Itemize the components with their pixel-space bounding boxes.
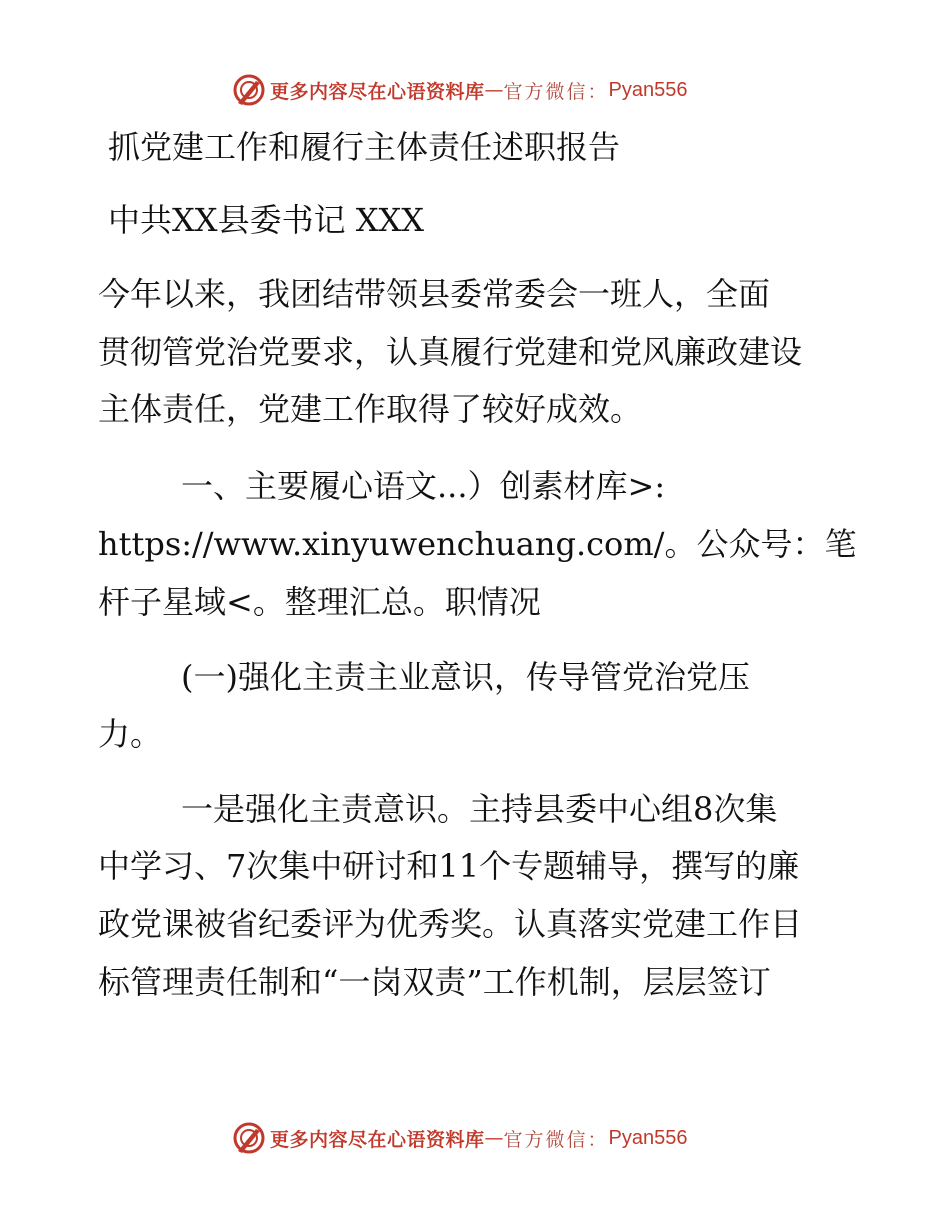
paragraph-line: 一是强化主责意识。主持县委中心组8次集 <box>181 790 778 828</box>
banner-wechat-id: Pyan556 <box>608 78 688 101</box>
paragraph-line: 杆子星域<。整理汇总。职情况 <box>98 583 541 621</box>
paragraph-line: 主体责任，党建工作取得了较好成效。 <box>98 390 643 428</box>
document-author: 中共XX县委书记 XXX <box>108 201 425 239</box>
paragraph-line: https://www.xinyuwenchuang.com/。公众号：笔 <box>98 525 857 563</box>
banner-main-text: 更多内容尽在心语资料库 <box>270 1128 485 1151</box>
banner-dash: — <box>484 79 504 101</box>
footer-watermark-banner <box>232 1121 688 1155</box>
paragraph-line: 政党课被省纪委评为优秀奖。认真落实党建工作目 <box>98 905 803 943</box>
document-title: 抓党建工作和履行主体责任述职报告 <box>108 128 621 166</box>
banner-dash: — <box>484 1127 504 1149</box>
banner-wechat-id: Pyan556 <box>608 1126 688 1149</box>
banner-wechat-label: 官方微信： <box>503 1128 609 1151</box>
subsection-heading-line: (一)强化主责主业意识，传导管党治党压 <box>181 658 750 696</box>
paragraph-line: 中学习、7次集中研讨和11个专题辅导，撰写的廉 <box>98 847 800 885</box>
paragraph-line: 标管理责任制和“一岗双责”工作机制，层层签订 <box>98 963 771 1001</box>
header-watermark-banner <box>232 73 688 107</box>
paragraph-line: 力。 <box>98 715 163 753</box>
pen-logo-icon <box>232 73 266 107</box>
section-heading-line: 一、主要履心语文...）创素材库>: <box>181 467 666 505</box>
paragraph-line: 贯彻管党治党要求，认真履行党建和党风廉政建设 <box>98 333 803 371</box>
banner-wechat-label: 官方微信： <box>503 80 609 103</box>
banner-main-text: 更多内容尽在心语资料库 <box>270 80 485 103</box>
pen-logo-icon <box>232 1121 266 1155</box>
paragraph-line: 今年以来，我团结带领县委常委会一班人，全面 <box>98 275 771 313</box>
